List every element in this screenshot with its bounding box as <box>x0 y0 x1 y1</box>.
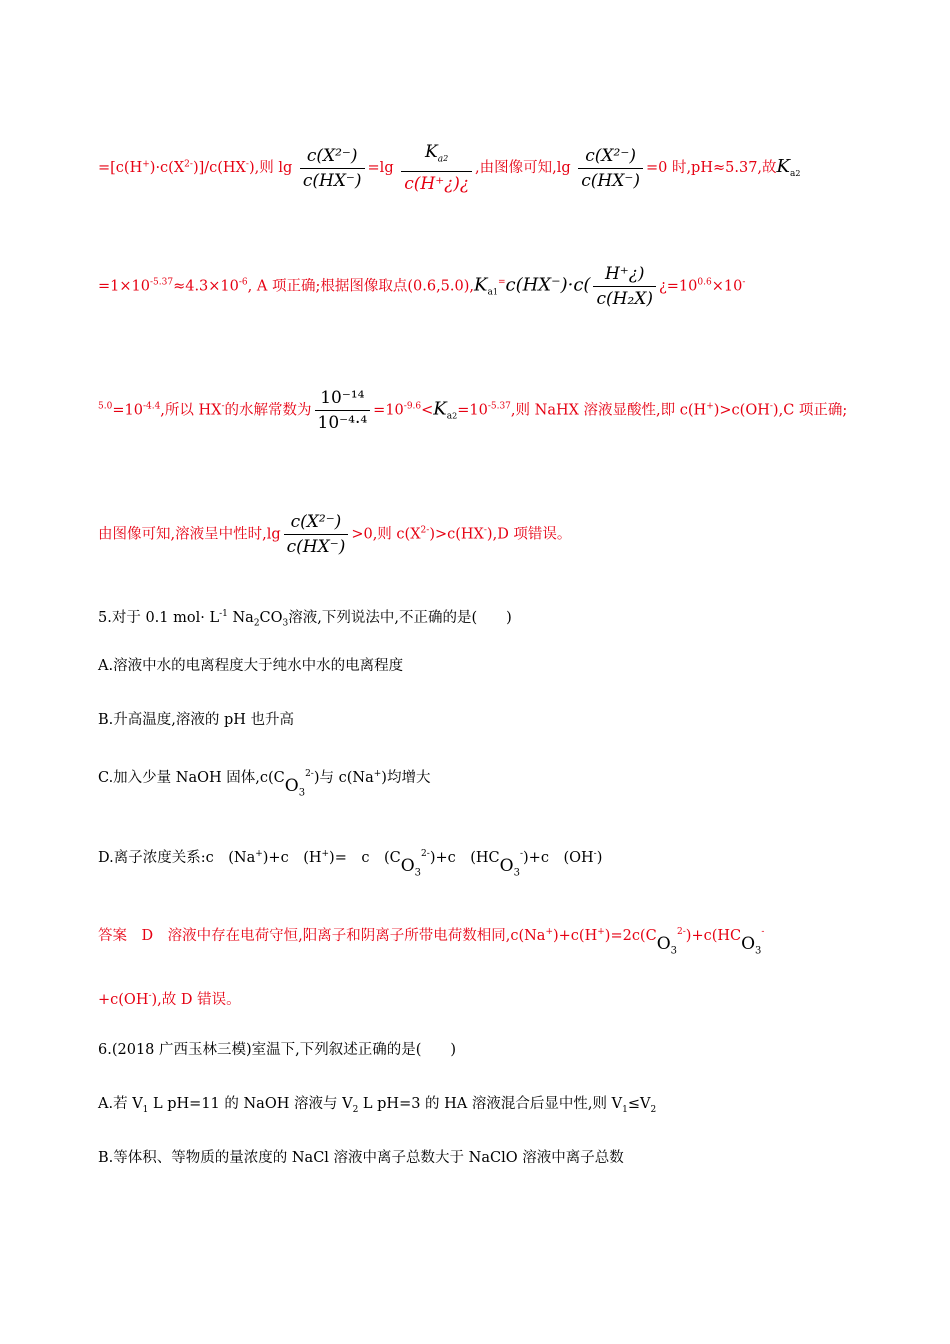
text-seg: 6.(2018 广西玉林三模)室温下,下列叙述正确的是( ) <box>98 1042 457 1058</box>
text-seg: B.等体积、等物质的量浓度的 NaCl 溶液中离子总数大于 NaClO 溶液中离子总数 <box>98 1150 624 1166</box>
sup: -6 <box>238 277 248 288</box>
sup: - <box>593 849 597 859</box>
sup: - <box>742 277 746 288</box>
numerator: c(X²⁻) <box>578 146 643 169</box>
text-seg: =lg <box>367 160 394 177</box>
text-seg: 溶液,下列说法中,不正确的是( ) <box>288 609 512 626</box>
text-seg: )]/c(HX <box>192 160 246 177</box>
sup: 2- <box>184 159 193 170</box>
sub: 2 <box>650 1104 657 1115</box>
denominator: c(H₂X) <box>596 289 653 309</box>
question-6-option-a <box>98 1094 656 1120</box>
numerator <box>401 142 472 172</box>
sub: 3 <box>282 618 289 629</box>
question-5-stem <box>98 604 512 634</box>
text-seg: ),D 项错误。 <box>486 526 572 543</box>
sup: + <box>706 401 714 412</box>
sup: = <box>497 277 506 288</box>
answer-5 <box>98 922 764 961</box>
sup: + <box>142 159 150 170</box>
text-seg: =10 <box>112 402 143 419</box>
ka2-symbol: K <box>433 398 447 420</box>
sup: + <box>255 849 263 859</box>
text-seg: A.若 V <box>98 1096 143 1112</box>
text-seg: A.溶液中水的电离程度大于纯水中水的电离程度 <box>98 658 404 674</box>
text-seg: 由图像可知,溶液呈中性时,lg <box>98 526 281 543</box>
sub: a <box>446 411 453 422</box>
question-5-option-c <box>98 764 430 803</box>
sup: - <box>519 849 524 859</box>
ka2-symbol: K <box>776 156 790 178</box>
sup: - <box>769 401 773 412</box>
ka1-symbol: K <box>474 274 488 296</box>
text-seg: CO <box>259 609 283 626</box>
analysis-line-4 <box>98 512 571 557</box>
sub: 1 <box>142 1104 149 1115</box>
fraction-x2-over-hx-2 <box>578 146 643 191</box>
denominator: c(HX⁻) <box>302 170 362 191</box>
text-seg: )=2c(C <box>604 927 657 944</box>
text-seg: ×10 <box>711 278 743 295</box>
question-5-option-d <box>98 844 602 883</box>
sub: 1 <box>622 1104 628 1115</box>
numerator: c(X²⁻) <box>300 146 365 169</box>
text-seg: 5.对于 0.1 mol· L <box>98 609 220 626</box>
sup: + <box>545 927 553 937</box>
sub: a <box>790 169 796 180</box>
sub: 2 <box>253 618 260 629</box>
sub: a <box>437 154 444 165</box>
sup: -9.6 <box>403 401 422 412</box>
sub: a <box>487 287 493 298</box>
text-seg: B.升高温度,溶液的 pH 也升高 <box>98 712 295 728</box>
question-5-option-b <box>98 710 294 730</box>
text-seg: , A 项正确;根据图像取点(0.6,5.0), <box>247 278 475 295</box>
numerator: 10⁻¹⁴ <box>315 388 371 411</box>
text-seg: =10 <box>666 278 698 295</box>
sup: + <box>373 769 382 779</box>
analysis-line-3 <box>98 388 847 433</box>
o-letter: O <box>284 775 299 796</box>
sub: 2 <box>795 169 801 179</box>
text-seg: ,则 NaHX 溶液显酸性,即 c(H <box>510 402 707 419</box>
sup: 5.0 <box>98 401 113 412</box>
fraction-kw-over-ka1 <box>315 388 371 433</box>
text-seg: ) <box>596 849 603 866</box>
sub: 3 <box>414 867 422 879</box>
sup: 2- <box>421 849 430 859</box>
text-seg: ≤V <box>627 1096 651 1112</box>
text-seg: ≈4.3×10 <box>173 278 239 295</box>
text-seg: ¿ <box>658 278 667 295</box>
sup: -4.4 <box>142 401 161 412</box>
sup: -5.37 <box>149 277 174 288</box>
text-seg: >0,则 c(X <box>351 526 421 543</box>
o3-subscript-group <box>741 934 761 961</box>
text-seg: =10 <box>457 402 488 419</box>
text-seg: 答案 D 溶液中存在电荷守恒,阳离子和阴离子所带电荷数相同,c(Na <box>98 927 546 944</box>
denominator: c(HX⁻) <box>286 537 346 557</box>
text-seg: < <box>421 402 434 419</box>
denominator: 10⁻⁴·⁴ <box>317 413 368 433</box>
sup: 2- <box>420 525 430 536</box>
sup: -1 <box>219 609 228 619</box>
sup: 2- <box>305 769 314 779</box>
sub: 1 <box>492 287 498 297</box>
text-seg: )+c (OH <box>523 849 594 866</box>
sup: 0.6 <box>697 277 712 288</box>
sub: 2 <box>452 411 458 421</box>
sub: 2 <box>443 154 449 163</box>
text-seg: 的水解常数为 <box>224 402 312 419</box>
text-seg: )+c (HC <box>429 849 500 866</box>
text-seg: D.离子浓度关系:c (Na <box>98 849 256 866</box>
o-letter: O <box>741 933 756 954</box>
text-seg: =1×10 <box>98 278 150 295</box>
denominator: c(HX⁻) <box>581 170 640 191</box>
text-seg: ),则 lg <box>248 160 293 177</box>
sub: 3 <box>298 787 306 799</box>
analysis-line-1 <box>98 142 800 194</box>
sup: + <box>597 927 605 937</box>
sup: - <box>245 159 249 170</box>
o-letter: O <box>499 855 514 876</box>
o-letter: O <box>400 855 415 876</box>
text-seg: =[c(H <box>98 160 143 177</box>
text-seg: )与 c(Na <box>313 769 374 786</box>
text-seg: =0 时,pH≈5.37,故 <box>645 160 777 177</box>
text-seg: )>c(HX <box>429 526 484 543</box>
text-seg: ,所以 HX <box>160 402 222 419</box>
text-seg: C.加入少量 NaOH 固体,c(C <box>98 769 285 786</box>
text-seg: )·c(X <box>149 160 185 177</box>
question-6-stem <box>98 1040 456 1060</box>
denominator: c(H⁺¿)¿ <box>404 174 470 195</box>
text-seg: ),故 D 错误。 <box>151 991 241 1008</box>
question-6-option-b <box>98 1148 624 1168</box>
analysis-line-2 <box>98 264 745 309</box>
sub: 3 <box>513 867 520 879</box>
answer-5-cont <box>98 986 241 1010</box>
sup: + <box>321 849 330 859</box>
text-seg: )+c(H <box>553 927 598 944</box>
text-seg: =10 <box>373 402 404 419</box>
text-seg: c(HX⁻)·c( <box>505 274 591 296</box>
question-5-option-a <box>98 656 403 676</box>
sup: -5.37 <box>487 401 511 412</box>
o-letter: O <box>656 933 671 954</box>
k-symbol: K <box>425 142 438 162</box>
text-seg: +c(OH <box>98 991 149 1008</box>
sup: - <box>761 927 765 937</box>
text-seg: )+c(HC <box>685 927 742 944</box>
sup: - <box>221 401 225 412</box>
text-seg: ,由图像可知,lg <box>475 160 571 177</box>
sub: 3 <box>755 945 762 957</box>
sub: 2 <box>352 1104 359 1115</box>
o3-subscript-group <box>285 776 305 803</box>
o3-subscript-group <box>401 856 421 883</box>
sup: 2- <box>677 927 686 937</box>
text-seg: )均增大 <box>381 769 431 786</box>
fraction-x2-over-hx <box>300 146 365 191</box>
text-seg: )= c (C <box>329 849 401 866</box>
fraction-ka2-over-h <box>401 142 472 194</box>
numerator: H⁺¿) <box>593 264 656 287</box>
sup: - <box>148 991 152 1001</box>
sub: 3 <box>670 945 677 957</box>
fraction-x2-over-hx-3 <box>284 512 349 557</box>
text-seg: L pH=3 的 HA 溶液混合后显中性,则 V <box>358 1096 623 1112</box>
text-seg: )+c (H <box>262 849 322 866</box>
text-seg: ),C 项正确; <box>772 402 848 419</box>
text-seg: Na <box>227 609 254 626</box>
fraction-h-over-h2x <box>593 264 656 309</box>
o3-subscript-group <box>657 934 677 961</box>
sup: - <box>483 525 487 536</box>
text-seg: L pH=11 的 NaOH 溶液与 V <box>148 1096 353 1112</box>
text-seg: )>c(OH <box>713 402 770 419</box>
o3-subscript-group <box>500 856 520 883</box>
numerator: c(X²⁻) <box>284 512 349 535</box>
